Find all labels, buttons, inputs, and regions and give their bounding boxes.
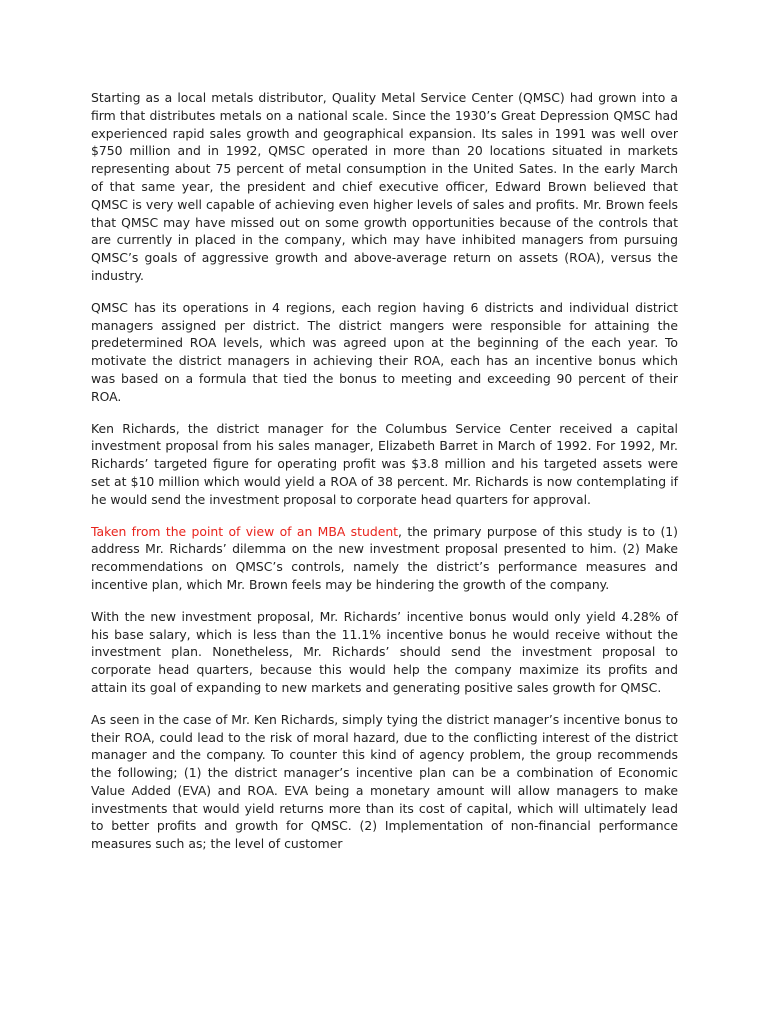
document-body [91,89,678,867]
paragraph-company-background: Starting as a local metals distributor, Quality Metal Service Center (QMSC) had grown into a firm that distributes metals on a national scale. Since the 1930’s Great Depression QMSC had experienced rapid sales growth and geographical expansion. Its sales in 1991 was well over $750 million and in 1992, QMSC operated in more than 20 locations situated in markets representing about 75 percent of metal consumption in the United Sates. In the early March of that same year, the president and chief executive officer, Edward Brown believed that QMSC is very well capable of achieving even higher levels of sales and profits. Mr. Brown feels that QMSC may have missed out on some growth opportunities because of the controls that are currently in placed in the company, which may have inhibited managers from pursuing QMSC’s goals of aggressive growth and above-average return on assets (ROA), versus the industry. [91,90,678,283]
paragraph-investment-proposal: With the new investment proposal, Mr. Richards’ incentive bonus would only yield 4.28% of his base salary, which is less than the 11.1% incentive bonus he would receive without the investment plan. Nonetheless, Mr. Richards’ should send the investment proposal to corporate head quarters, because this would help the company maximize its profits and attain its goal of expanding to new markets and generating positive sales growth for QMSC. [91,608,678,695]
paragraph-operations: QMSC has its operations in 4 regions, each region having 6 districts and individual district managers assigned per district. The district mangers were responsible for attaining the predetermined ROA levels, which was agreed upon at the beginning of the each year. To motivate the district managers in achieving their ROA, each has an incentive bonus which was based on a formula that tied the bonus to meeting and exceeding 90 percent of their ROA. [91,299,678,404]
paragraph-purpose-rest: , the primary purpose of this study is to (1) address Mr. Richards’ dilemma on the new investment proposal presented to him. (2) Make recommendations on QMSC’s controls, namely the district’s performance measures and incentive plan, which Mr. Brown feels may be hindering the growth of the company. [91,523,679,592]
highlighted-text: Taken from the point of view of an MBA student [91,523,399,539]
paragraph-purpose [91,523,678,594]
paragraph-recommendations: As seen in the case of Mr. Ken Richards, simply tying the district manager’s incentive bonus to their ROA, could lead to the risk of moral hazard, due to the conflicting interest of the district manager and the company. To counter this kind of agency problem, the group recommends the following; (1) the district manager’s incentive plan can be a combination of Economic Value Added (EVA) and ROA. EVA being a monetary amount will allow managers to make investments that would yield returns more than its cost of capital, which will ultimately lead to better profits and growth for QMSC. (2) Implementation of non-financial performance measures such as; the level of customer [91,711,678,852]
paragraph-ken-richards: Ken Richards, the district manager for the Columbus Service Center received a capital investment proposal from his sales manager, Elizabeth Barret in March of 1992. For 1992, Mr. Richards’ targeted figure for operating profit was $3.8 million and his targeted assets were set at $10 million which would yield a ROA of 38 percent. Mr. Richards is now contemplating if he would send the investment proposal to corporate head quarters for approval. [91,420,678,507]
